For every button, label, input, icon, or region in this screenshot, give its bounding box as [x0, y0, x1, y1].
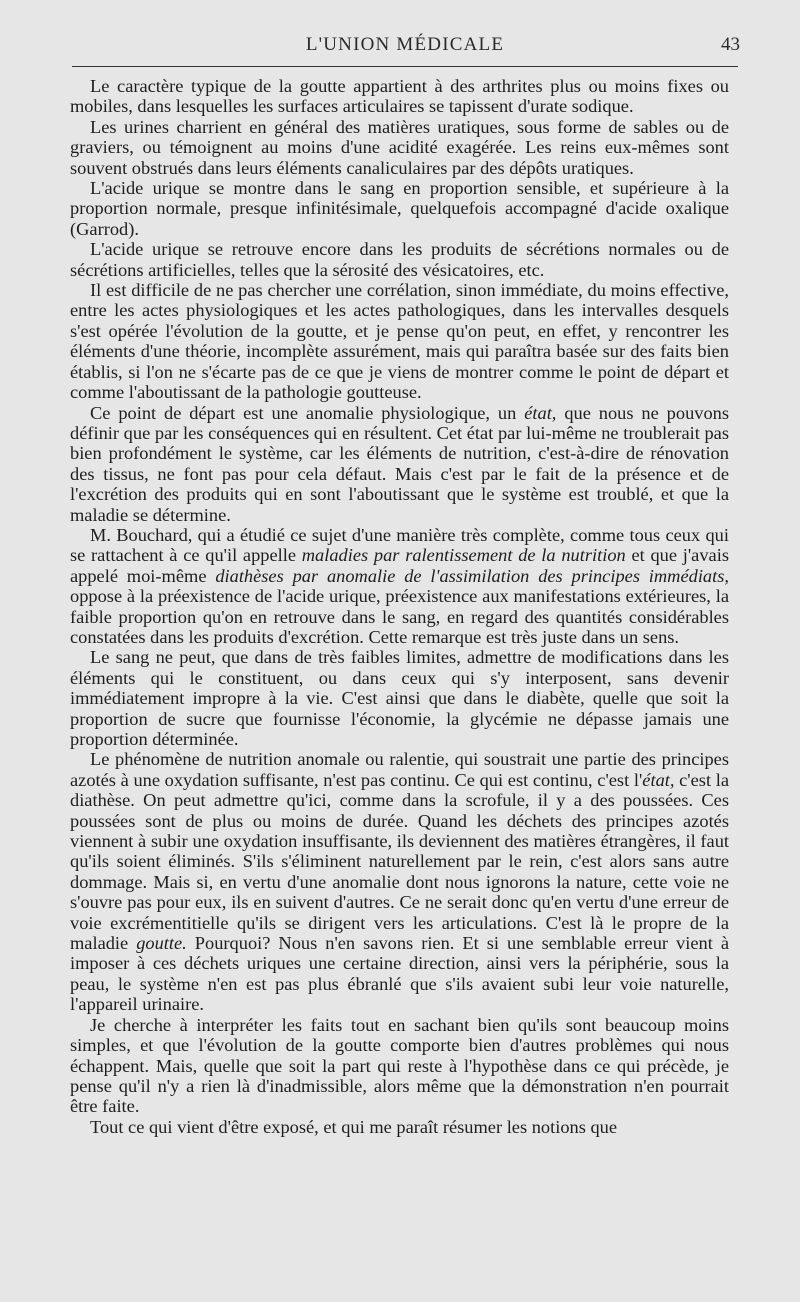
paragraph: Le sang ne peut, que dans de très faibles limites, admettre de modifications dans les éléments qui le constituent, ou dans ceux qui s'y interposent, sans devenir immédiatement impropre à la vie. C'est ainsi que dans le diabète, quelle que soit la proportion de sucre que fournisse l'économie, la glycémie ne dépasse jamais une proportion déterminée. — [70, 647, 729, 749]
running-title: L'UNION MÉDICALE — [305, 34, 505, 55]
text-run: oppose à la préexistence de l'acide urique, préexistence aux manifestations extérieures, la faible proportion qu'on en retrouve dans le sang, en regard des quantités considérables constatées dans les produits d'excrétion. Cette remarque est très juste dans un sens. — [70, 586, 729, 647]
text-run: Ce point de départ est une anomalie physiologique, un — [90, 402, 525, 423]
paragraph: L'acide urique se montre dans le sang en proportion sensible, et supérieure à la proportion normale, presque infinitésimale, quelquefois accompagné d'acide oxalique (Garrod). — [70, 178, 729, 239]
text-run: Le phénomène de nutrition anomale ou ralentie, qui soustrait une partie des principes azotés à une oxydation suffisante, n'est pas continu. Ce qui est continu, c'est l' — [70, 749, 729, 790]
italic-run: état, — [642, 769, 675, 790]
paragraph: Les urines charrient en général des matières uratiques, sous forme de sables ou de graviers, ou témoignent au moins d'une acidité exagérée. Les reins eux-mêmes sont souvent obstrués dans leurs éléments canaliculaires par des dépôts uratiques. — [70, 116, 729, 178]
text-run: et que j'avais appelé moi-même — [70, 545, 729, 586]
italic-run: maladies par ralentissement de la nutrition — [301, 545, 626, 566]
text-run: M. Bouchard, qui a étudié ce sujet d'une manière très complète, comme tous ceux qui se rattachent à ce qu'il appelle — [70, 524, 729, 566]
paragraph — [70, 749, 729, 1014]
text-run: c'est la diathèse. On peut admettre qu'ici, comme dans la scrofule, il y a des poussées. Ces poussées sont de plus ou moins de durée. Quand les déchets des principes azotés viennent à subir une oxydation insuffisante, ils deviennent des matières étrangères, il faut qu'ils soient éliminés. S'ils s'éliminent naturellement par le rein, c'est alors sans autre dommage. Mais si, en vertu d'une anomalie dont nous ignorons la nature, cette voie ne s'ouvre pas pour eux, ils en suivent d'autres. Ce ne serait donc qu'en vertu d'une erreur de voie excrémentitielle qu'ils se dirigent vers les articulations. C'est là le propre de la maladie — [70, 769, 729, 954]
italic-run: goutte. — [136, 933, 187, 954]
paragraph: Je cherche à interpréter les faits tout en sachant bien qu'ils sont beaucoup moins simples, et que l'évolution de la goutte comporte bien d'autres problèmes qui nous échappent. Mais, quelle que soit la part qui reste à l'hypothèse dans ce qui précède, je pense qu'il n'y a rien là d'inadmissible, alors même que la démonstration n'en pourrait être faite. — [70, 1014, 729, 1117]
paragraph: Tout ce qui vient d'être exposé, et qui me paraît résumer les notions que — [90, 1116, 618, 1137]
header-rule — [72, 66, 738, 67]
body-text — [70, 76, 729, 1137]
text-run: que nous ne pouvons définir que par les conséquences qui en résultent. Cet état par lui-même ne troublerait pas bien profondément le système, car les éléments de nutrition, c'est-à-dire de rénovation des tissus, ne font pas pour cela défaut. Mais c'est par le fait de la présence et de l'excrétion des produits qui en sont l'aboutissant que le système est troublé, et que la maladie se détermine. — [70, 402, 730, 525]
page-header — [70, 28, 740, 58]
paragraph: Le caractère typique de la goutte appartient à des arthrites plus ou moins fixes ou mobiles, dans lesquelles les surfaces articulaires se tapissent d'urate sodique. — [70, 76, 729, 117]
paragraph: L'acide urique se retrouve encore dans les produits de sécrétions normales ou de sécrétions artificielles, telles que la sérosité des vésicatoires, etc. — [70, 239, 729, 280]
page-number: 43 — [721, 34, 740, 55]
paragraph — [70, 403, 729, 525]
text-run: Pourquoi? Nous n'en savons rien. Et si une semblable erreur vient à imposer à ces déchets uriques une certaine direction, ainsi vers la périphérie, sous la peau, le système n'en est pas plus ébranlé que s'ils avaient subi leur voie naturelle, l'appareil urinaire. — [70, 933, 729, 1015]
italic-run: diathèses par anomalie de l'assimilation des principes immédiats, — [215, 565, 729, 586]
italic-run: état, — [524, 402, 557, 423]
paragraph — [70, 525, 729, 647]
paragraph: Il est difficile de ne pas chercher une corrélation, sinon immédiate, du moins effective, entre les actes physiologiques et les actes pathologiques, dans les intervalles desquels s'est opérée l'évolution de la goutte, et je pense qu'on peut, en effet, y rencontrer les éléments d'une théorie, incomplète assurément, mais qui paraîtra basée sur des faits bien établis, si l'on ne s'écarte pas de ce que je viens de montrer comme le point de départ et comme l'aboutissant de la pathologie goutteuse. — [70, 280, 729, 403]
